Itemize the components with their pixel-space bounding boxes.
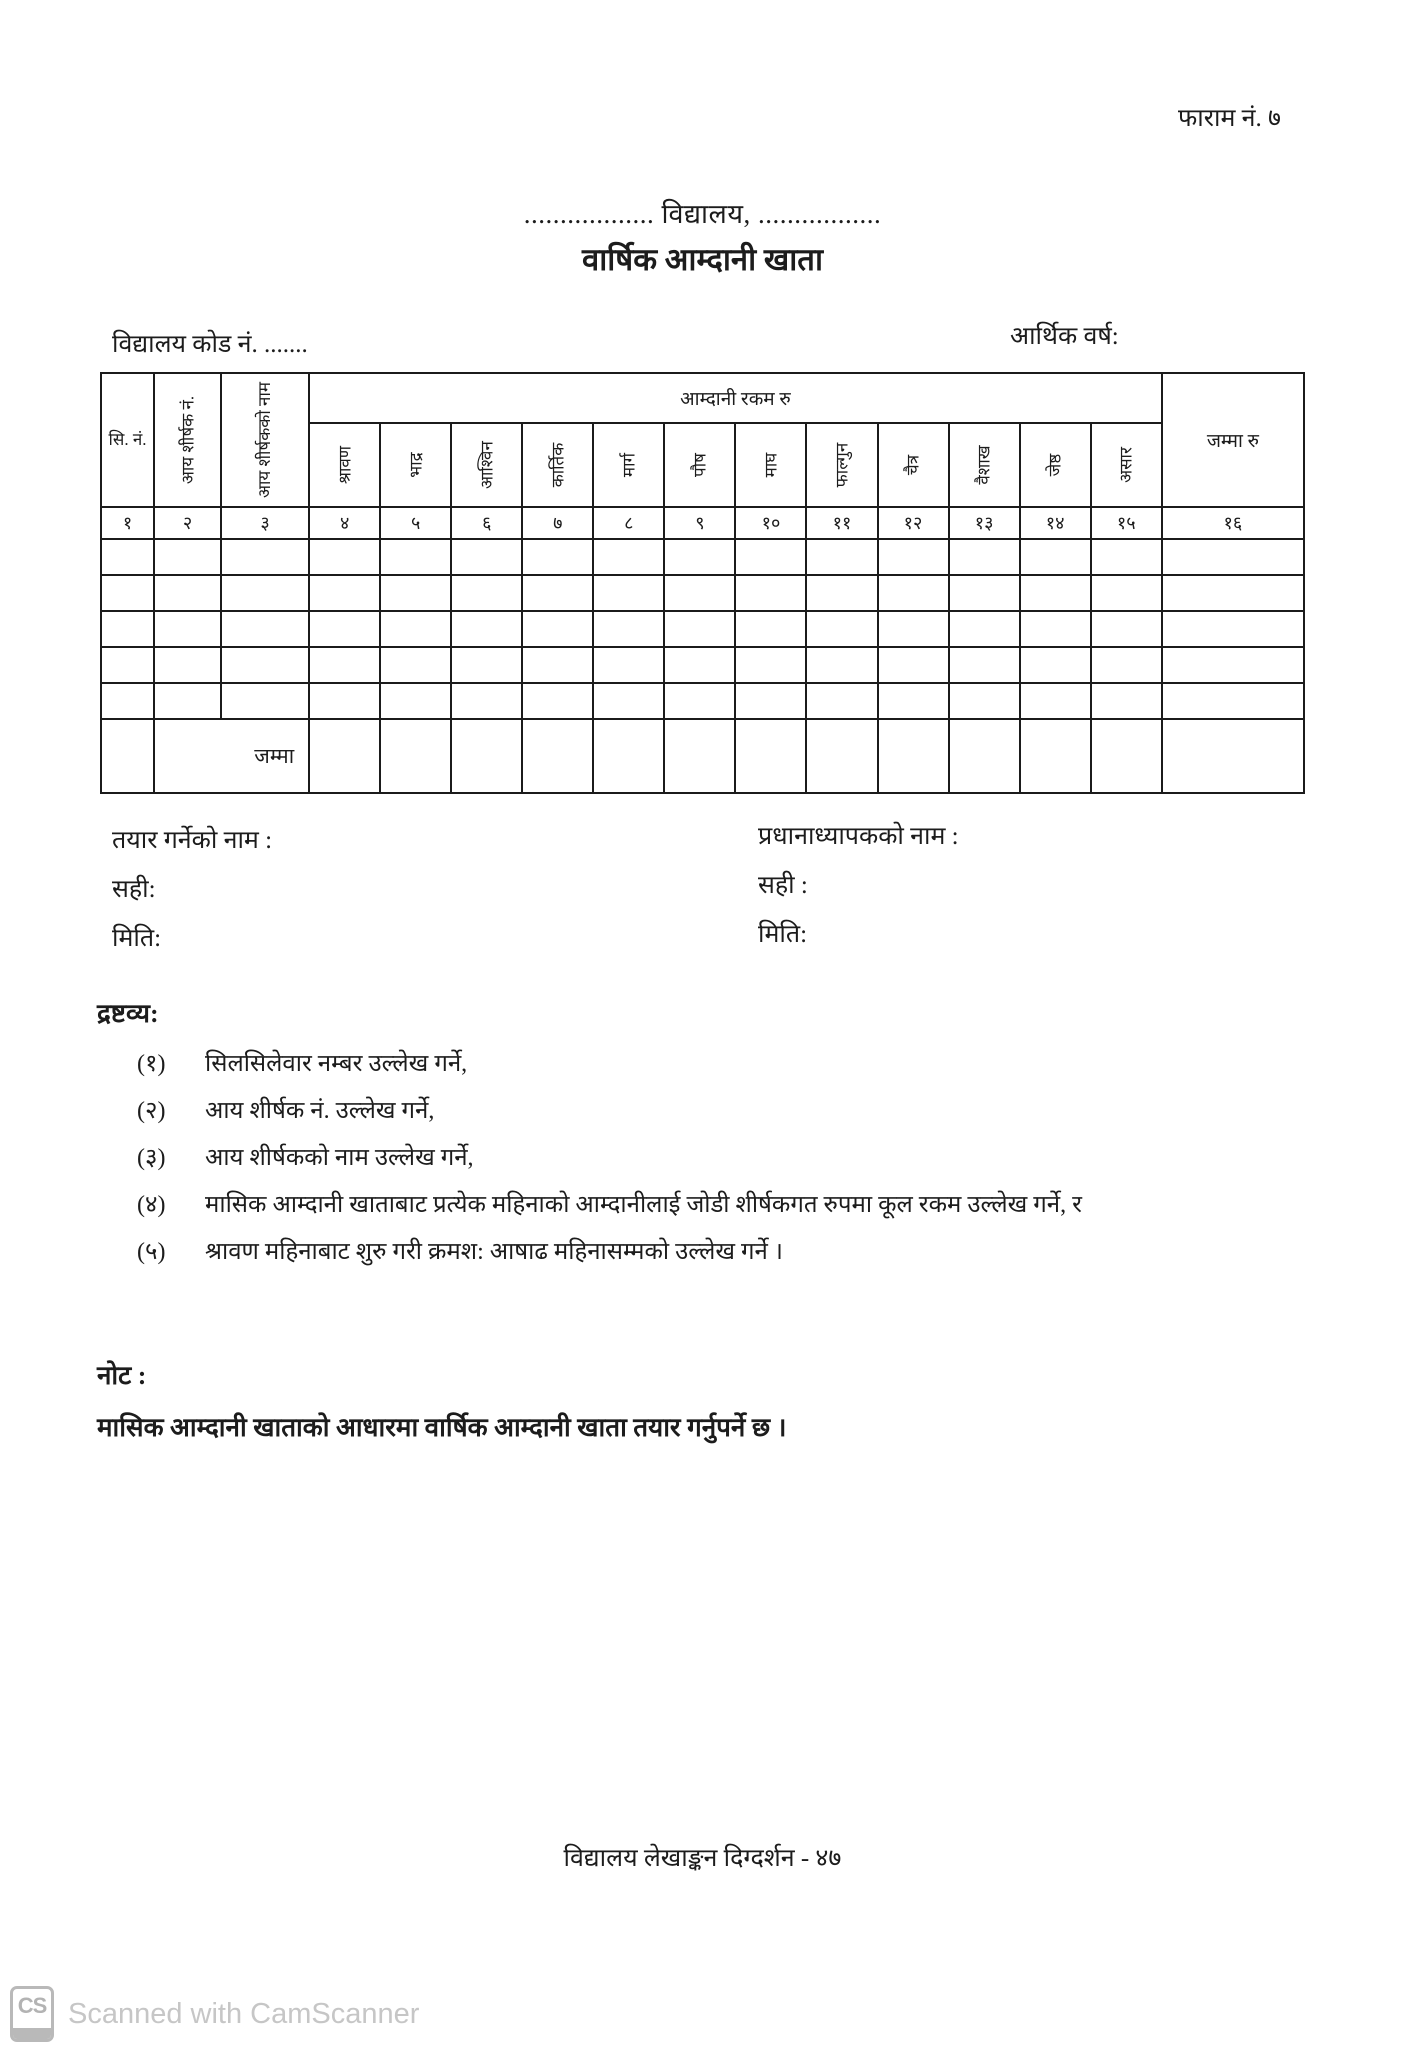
note-item: [97, 1189, 1387, 1222]
empty-cell: [522, 539, 593, 575]
empty-cell: [878, 683, 949, 719]
empty-cell: [735, 683, 806, 719]
empty-cell: [593, 611, 664, 647]
empty-cell: [221, 647, 309, 683]
empty-cell: [735, 575, 806, 611]
month-header-baishakh: वैशाख: [949, 423, 1020, 507]
month-header-chaitra: चैत्र: [878, 423, 949, 507]
empty-cell: [522, 647, 593, 683]
total-row: [101, 719, 1304, 793]
income-amount-header: आम्दानी रकम रु: [309, 373, 1162, 423]
annual-income-table: [100, 372, 1305, 794]
empty-cell: [309, 719, 380, 793]
month-header-marga: मार्ग: [593, 423, 664, 507]
footnote-section: [97, 1356, 1387, 1444]
headmaster-signature-label: सही :: [758, 872, 808, 899]
preparer-name-label: तयार गर्नेको नाम :: [112, 827, 273, 854]
column-number-cell: ६: [451, 507, 522, 539]
empty-cell: [949, 575, 1020, 611]
empty-cell: [309, 539, 380, 575]
empty-cell: [949, 719, 1020, 793]
note-text: आय शीर्षक नं. उल्लेख गर्ने,: [205, 1098, 435, 1124]
column-number-row: [101, 507, 1304, 539]
total-column-header: जम्मा रु: [1162, 373, 1304, 507]
table-row: [101, 611, 1304, 647]
empty-cell: [1091, 539, 1162, 575]
column-number-cell: ५: [380, 507, 451, 539]
empty-cell: [101, 575, 154, 611]
empty-cell: [806, 719, 877, 793]
empty-cell: [1091, 719, 1162, 793]
empty-cell: [735, 611, 806, 647]
empty-cell: [380, 719, 451, 793]
empty-cell: [1020, 575, 1091, 611]
empty-cell: [154, 539, 221, 575]
empty-cell: [522, 575, 593, 611]
empty-cell: [878, 575, 949, 611]
camscanner-logo-base: [13, 2028, 51, 2039]
footnote-text: मासिक आम्दानी खाताको आधारमा वार्षिक आम्दानी खाता तयार गर्नुपर्ने छ ।: [97, 1413, 787, 1442]
empty-cell: [1020, 611, 1091, 647]
month-header-jestha: जेष्ठ: [1020, 423, 1091, 507]
empty-cell: [1162, 683, 1304, 719]
total-row-label: जम्मा: [154, 719, 309, 793]
column-number-cell: १५: [1091, 507, 1162, 539]
empty-cell: [878, 539, 949, 575]
empty-cell: [878, 647, 949, 683]
empty-cell: [380, 611, 451, 647]
form-number: फाराम नं. ७: [1178, 105, 1282, 132]
col-header-income-head-no-label: आय शीर्षक नं.: [178, 395, 198, 485]
preparer-signature-block: [112, 826, 272, 973]
table-row: [101, 575, 1304, 611]
empty-cell: [664, 719, 735, 793]
table-row: [101, 683, 1304, 719]
headmaster-signature-block: [758, 822, 959, 969]
empty-cell: [221, 611, 309, 647]
empty-cell: [878, 611, 949, 647]
month-header-asar: असार: [1091, 423, 1162, 507]
empty-cell: [522, 611, 593, 647]
column-number-cell: ११: [806, 507, 877, 539]
note-text: मासिक आम्दानी खाताबाट प्रत्येक महिनाको आम्दानीलाई जोडी शीर्षकगत रुपमा कूल रकम उल्लेख गर्ने, र: [205, 1192, 1082, 1218]
empty-cell: [1091, 647, 1162, 683]
table-header-row-1: [101, 373, 1304, 423]
preparer-date-label: मिति:: [112, 925, 162, 952]
empty-cell: [522, 719, 593, 793]
column-number-cell: ८: [593, 507, 664, 539]
empty-cell: [221, 683, 309, 719]
col-header-income-head-name-label: आय शीर्षकको नाम: [255, 381, 275, 499]
empty-cell: [1020, 719, 1091, 793]
note-number: (२): [137, 1098, 166, 1124]
column-number-cell: १०: [735, 507, 806, 539]
empty-cell: [806, 683, 877, 719]
month-header-kartik: कार्तिक: [522, 423, 593, 507]
note-text: श्रावण महिनाबाट शुरु गरी क्रमश: आषाढ महिनासम्मको उल्लेख गर्ने ।: [205, 1239, 783, 1265]
empty-cell: [380, 647, 451, 683]
school-code-label: विद्यालय कोड नं. .......: [112, 331, 308, 358]
note-number: (३): [137, 1145, 166, 1171]
month-header-magh: माघ: [735, 423, 806, 507]
column-number-cell: ९: [664, 507, 735, 539]
empty-cell: [1162, 647, 1304, 683]
note-item: [97, 1048, 1387, 1081]
empty-cell: [101, 539, 154, 575]
empty-cell: [451, 611, 522, 647]
empty-cell: [309, 575, 380, 611]
column-number-cell: १४: [1020, 507, 1091, 539]
empty-cell: [806, 539, 877, 575]
empty-cell: [380, 539, 451, 575]
camscanner-logo: [10, 1986, 54, 2042]
column-number-cell: १२: [878, 507, 949, 539]
camscanner-text: Scanned with CamScanner: [68, 1997, 420, 2030]
empty-cell: [451, 647, 522, 683]
empty-cell: [1162, 611, 1304, 647]
note-item: [97, 1142, 1387, 1175]
note-text: आय शीर्षकको नाम उल्लेख गर्ने,: [205, 1145, 474, 1171]
footnote-heading: नोट :: [97, 1361, 147, 1390]
empty-cell: [664, 539, 735, 575]
empty-cell: [664, 683, 735, 719]
empty-cell: [1091, 575, 1162, 611]
note-number: (५): [137, 1239, 166, 1265]
empty-cell: [735, 539, 806, 575]
empty-cell: [1020, 683, 1091, 719]
empty-cell: [664, 611, 735, 647]
empty-cell: [735, 647, 806, 683]
school-name-line: .................. विद्यालय, .................: [523, 199, 882, 229]
empty-cell: [1091, 611, 1162, 647]
column-number-cell: ३: [221, 507, 309, 539]
empty-cell: [154, 683, 221, 719]
empty-cell: [380, 575, 451, 611]
col-header-income-head-no: [154, 373, 221, 507]
column-number-cell: १३: [949, 507, 1020, 539]
month-header-poush: पौष: [664, 423, 735, 507]
empty-cell: [949, 539, 1020, 575]
empty-cell: [1162, 539, 1304, 575]
column-number-cell: १६: [1162, 507, 1304, 539]
empty-cell: [451, 719, 522, 793]
fiscal-year-label: आर्थिक वर्ष:: [1010, 323, 1119, 350]
empty-cell: [101, 719, 154, 793]
month-header-falgun: फाल्गुन: [806, 423, 877, 507]
empty-cell: [878, 719, 949, 793]
empty-cell: [664, 647, 735, 683]
empty-cell: [221, 539, 309, 575]
empty-cell: [1020, 539, 1091, 575]
page-footer: विद्यालय लेखाङ्कन दिग्दर्शन - ४७: [563, 1845, 842, 1872]
empty-cell: [101, 611, 154, 647]
empty-cell: [949, 647, 1020, 683]
note-number: (४): [137, 1192, 166, 1218]
col-header-serial-no: सि. नं.: [101, 373, 154, 507]
empty-cell: [806, 575, 877, 611]
column-number-cell: १: [101, 507, 154, 539]
empty-cell: [593, 683, 664, 719]
month-header-bhadra: भाद्र: [380, 423, 451, 507]
page-title: वार्षिक आम्दानी खाता: [582, 242, 823, 277]
empty-cell: [154, 575, 221, 611]
empty-cell: [309, 647, 380, 683]
empty-cell: [522, 683, 593, 719]
note-text: सिलसिलेवार नम्बर उल्लेख गर्ने,: [205, 1051, 468, 1077]
empty-cell: [154, 611, 221, 647]
note-item: [97, 1236, 1387, 1269]
empty-cell: [593, 539, 664, 575]
column-number-cell: २: [154, 507, 221, 539]
empty-cell: [154, 647, 221, 683]
empty-cell: [451, 539, 522, 575]
table-row: [101, 647, 1304, 683]
empty-cell: [221, 575, 309, 611]
empty-cell: [593, 647, 664, 683]
camscanner-logo-letters: CS: [17, 1993, 47, 2018]
empty-cell: [1162, 719, 1304, 793]
preparer-signature-label: सही:: [112, 876, 156, 903]
empty-cell: [664, 575, 735, 611]
empty-cell: [1091, 683, 1162, 719]
note-item: [97, 1095, 1387, 1128]
empty-cell: [949, 683, 1020, 719]
empty-cell: [309, 683, 380, 719]
month-header-shrawan: श्रावण: [309, 423, 380, 507]
empty-cell: [806, 611, 877, 647]
empty-cell: [1162, 575, 1304, 611]
empty-cell: [735, 719, 806, 793]
empty-cell: [949, 611, 1020, 647]
note-number: (१): [137, 1051, 166, 1077]
headmaster-name-label: प्रधानाध्यापकको नाम :: [758, 823, 959, 850]
column-number-cell: ७: [522, 507, 593, 539]
empty-cell: [380, 683, 451, 719]
notes-heading: द्रष्टव्य:: [97, 999, 159, 1028]
empty-cell: [593, 575, 664, 611]
empty-cell: [806, 647, 877, 683]
headmaster-date-label: मिति:: [758, 921, 808, 948]
empty-cell: [451, 683, 522, 719]
camscanner-watermark: [10, 1986, 419, 2042]
month-header-ashwin: आश्विन: [451, 423, 522, 507]
column-number-cell: ४: [309, 507, 380, 539]
empty-cell: [101, 647, 154, 683]
table-row: [101, 539, 1304, 575]
empty-cell: [101, 683, 154, 719]
notes-section: [97, 994, 1387, 1283]
empty-cell: [309, 611, 380, 647]
empty-cell: [593, 719, 664, 793]
empty-cell: [451, 575, 522, 611]
empty-cell: [1020, 647, 1091, 683]
col-header-income-head-name: [221, 373, 309, 507]
